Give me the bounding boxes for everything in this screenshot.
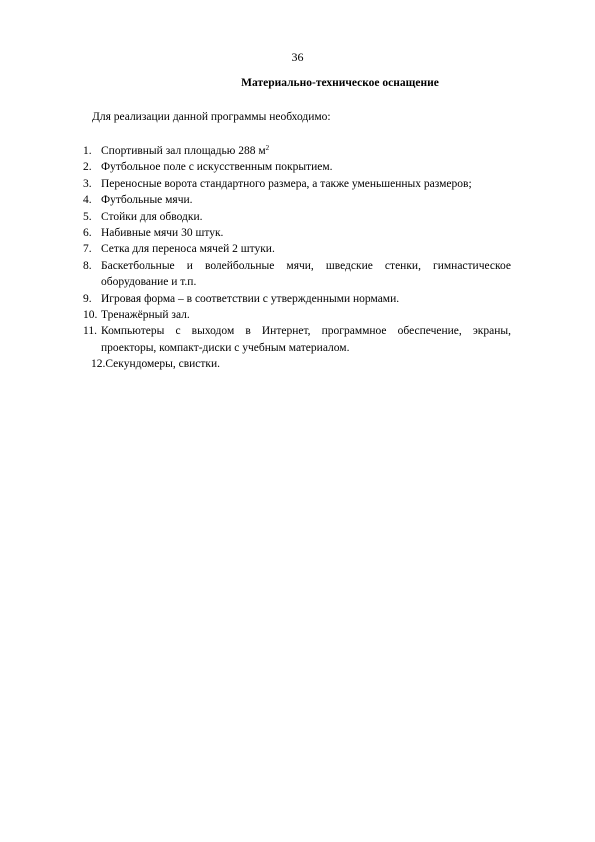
list-item — [83, 192, 511, 208]
list-item-text: Набивные мячи 30 штук. — [101, 227, 224, 240]
list-item — [83, 225, 511, 241]
list-item-number: 5. — [83, 210, 92, 223]
list-item — [83, 291, 511, 307]
list-item-text: Переносные ворота стандартного размера, а также уменьшенных размеров; — [101, 177, 472, 190]
list-item-text: Сетка для переноса мячей 2 штуки. — [101, 243, 275, 256]
list-item — [83, 176, 511, 192]
list-item — [83, 323, 511, 356]
superscript: 2 — [265, 144, 270, 152]
page-number: 36 — [291, 50, 304, 64]
list-item-text: Игровая форма – в соответствии с утвержденными нормами. — [101, 292, 400, 305]
list-item-text: Тренажёрный зал. — [101, 309, 190, 322]
list-item-text: Футбольное поле с искусственным покрытием. — [101, 161, 333, 174]
list-item-text: 12.Секундомеры, свистки. — [91, 358, 221, 371]
list-item — [83, 159, 511, 175]
list-item — [83, 241, 511, 257]
list-item-number: 4. — [83, 194, 92, 207]
list-item-number: 10. — [83, 309, 98, 322]
list-item — [83, 356, 511, 372]
list-item-number: 2. — [83, 161, 92, 174]
list-item-number: 3. — [83, 177, 92, 190]
list-item-number: 9. — [83, 292, 92, 305]
list-item-text: Стойки для обводки. — [101, 210, 203, 223]
list-item-number: 8. — [83, 259, 92, 272]
list-item — [83, 307, 511, 323]
list-item-text: Спортивный зал площадью 288 $м^2$ — [101, 144, 270, 157]
list-item-text: Баскетбольные и волейбольные мячи, шведские стенки, гимнастическое оборудование и т.п. — [101, 259, 511, 289]
page-title: Материально-техническое оснащение — [241, 77, 439, 89]
list-item-text: Футбольные мячи. — [101, 194, 193, 207]
equipment-list — [83, 143, 511, 373]
list-item — [83, 258, 511, 291]
list-item — [83, 209, 511, 225]
list-item-number: 1. — [83, 145, 92, 157]
list-item-number: 11. — [83, 325, 97, 338]
intro-text: Для реализации данной программы необходимо: — [92, 111, 331, 123]
list-item-number: 6. — [83, 227, 92, 240]
list-item-number: 7. — [83, 243, 92, 256]
list-item-text: Компьютеры с выходом в Интернет, программное обеспечение, экраны, проекторы, компакт-диски с учебным материалом. — [101, 325, 511, 354]
list-item — [83, 143, 511, 159]
